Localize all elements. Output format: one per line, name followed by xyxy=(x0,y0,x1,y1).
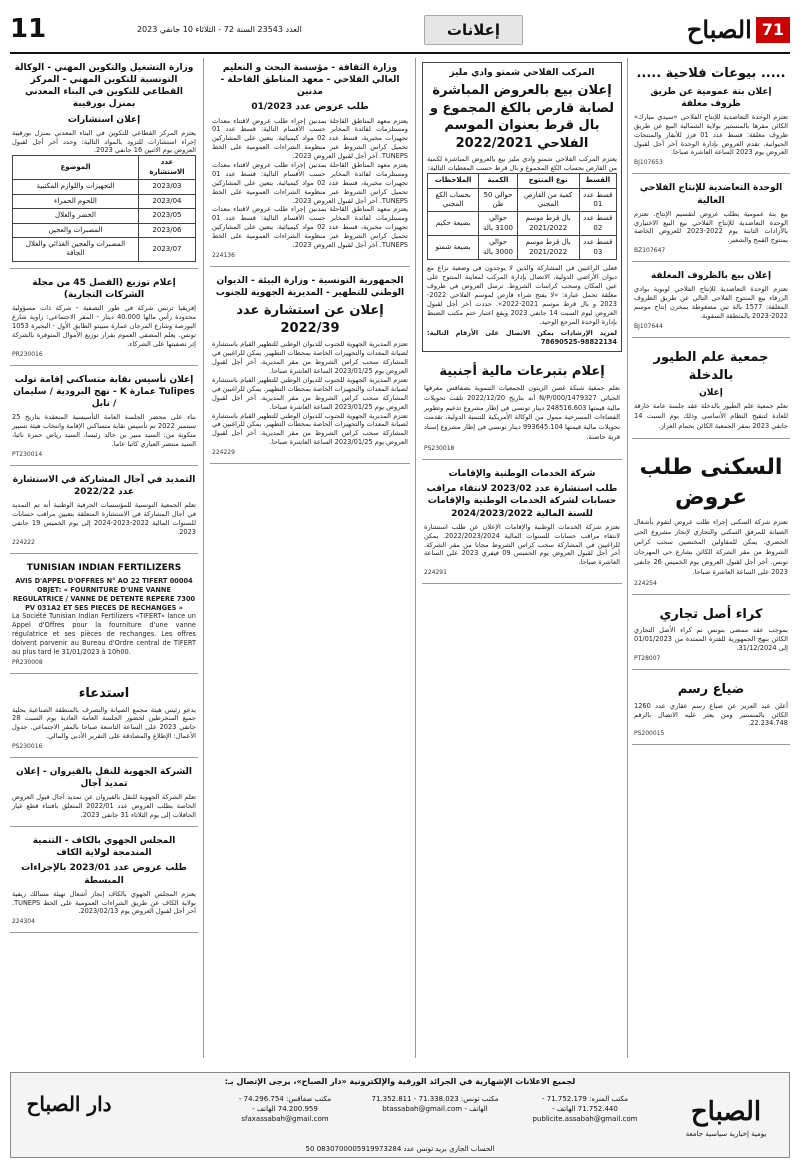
column-1 xyxy=(632,58,790,749)
ad-body: يعتزم معهد المناطق القاحلة بمدنين إجراء طلب عروض لاقتناء معدات ومستلزمات لفائدة المخابر حسب الأقسام التالية: قسط عدد 01 تجهيزات مخبرية، قسط عدد 02 مواد كيميائية. يتعين على المشاركين تحميل كراس الشروط عبر منظومة الشراءات العمومية على الخط TUNEPS. آخر أجل لقبول العروض 2023. xyxy=(212,205,408,250)
ad-heading: إعلان عن استشارة عدد 2022/39 xyxy=(236,303,384,336)
ad-body: يعتزم المجلس الجهوي بالكاف إنجاز أشغال تهيئة مسالك ريفية بولاية الكاف عن طريق الشراءات العمومية على الخط TUNEPS. آخر أجل لقبول العروض يوم 2023/02/13. xyxy=(12,889,196,916)
table-cell: بضيعة حكيم xyxy=(428,212,479,236)
ad-body: تعلم الشركة الجهوية للنقل بالقيروان عن تمديد آجال قبول العروض الخاصة بطلب العروض عدد 2022/01 المتعلق باقتناء قطع غيار الحافلات إلى يوم الثلاثاء 31 جانفي 2023. xyxy=(12,793,196,820)
ad-sanitation xyxy=(210,271,410,464)
table-header-row xyxy=(13,156,196,180)
table-body xyxy=(13,180,196,262)
ad-title: TUNISIAN INDIAN FERTILIZERS xyxy=(26,562,182,573)
ad-subtitle: AVIS D'APPEL D'OFFRES N° AO 22 TIFERT 00004 OBJET: « FOURNITURE D'UNE VANNE REGULATRICE / VANNE DE DETENTE REPERE 7300 PV 031A2 ET SES PIECES DE RECHANGES » xyxy=(12,576,196,612)
table-cell: بحساب الكغ المجني xyxy=(428,188,479,212)
ad-agri-complex xyxy=(422,62,622,352)
ad-agricultural-sales xyxy=(632,58,790,174)
table-cell: بضيعة شمتو xyxy=(428,236,479,260)
column-divider xyxy=(415,58,416,1058)
ad-title: إعلان بيع بالظروف المغلقة xyxy=(650,271,772,282)
ad-title: المجلس الجهوي بالكاف - التنمية المندمجة لولاية الكاف xyxy=(32,836,176,859)
table-row xyxy=(428,236,617,260)
table-row xyxy=(13,180,196,194)
ad-housing-tender xyxy=(632,443,790,595)
ad-sealed-sale xyxy=(632,266,790,338)
table-cell: المصبرات والعجين الغذائي والغلال الجافة xyxy=(13,238,139,262)
ad-ref: 224304 xyxy=(12,918,35,926)
ad-title: الشركة الجهوية للنقل بالقيروان - إعلان تمديد آجال xyxy=(16,767,192,790)
footer-logo-left xyxy=(19,1091,119,1118)
ad-ref: PT230014 xyxy=(12,450,43,458)
footer-headline: لجميع الاعلانات الإشهارية في الجرائد الورقية والإلكترونية «دار الصباح»، يرجى الإتصال بـ: xyxy=(224,1077,576,1086)
ad-title: جمعية علم الطيور بالدخلة xyxy=(653,350,769,383)
ad-body: تعتزم المديرية الجهوية للجنوب للديوان الوطني للتطهير القيام باستشارة لصيانة المعدات والتجهيزات الخاصة بمحطات التطهير. يمكن للراغبين في المشاركة سحب كراس الشروط من مقر المديرية. آخر أجل لقبول العروض يوم 2023/01/25 الساعة العاشرة صباحا. xyxy=(211,340,408,376)
ad-lost-deed xyxy=(632,674,790,745)
ad-title: ضياع رسم xyxy=(677,682,745,698)
table-header-cell: عدد الاستشارة xyxy=(138,156,195,180)
ad-body: بيع بتة عمومية بطلب عروض لتقسيم الإنتاج. تعتزم الوحدة التعاضدية للإنتاج الفلاحي بيع البيع الاختياري بالأزادات الثابتة يوم 2022-2023 للعروض الخاصة بمنتوج القمح والشعير. xyxy=(634,209,788,245)
ad-extension xyxy=(10,470,198,554)
consultations-table xyxy=(12,155,196,262)
ad-heading: إعلان استشارات xyxy=(67,114,141,125)
table-cell: 2023/07 xyxy=(138,238,195,262)
table-cell: بال قرط موسم 2021/2022 xyxy=(517,212,579,236)
ad-title: كراء أصل تجاري xyxy=(659,606,763,622)
ad-heading: إعلان xyxy=(699,388,723,399)
table-header-cell: القسط xyxy=(579,174,616,188)
ad-subtitle: إعلان بتة عمومية عن طريق ظروف مغلقة xyxy=(650,86,772,109)
ad-title: شركة الخدمات الوطنية والإقامات xyxy=(448,469,596,480)
section-title: إعلانات xyxy=(424,15,523,45)
ad-ref: 224254 xyxy=(634,579,657,587)
ad-title: الوحدة التعاضدية للإنتاج الفلاحي العالية xyxy=(639,183,783,206)
ad-transport-kairouan xyxy=(10,762,198,827)
ad-arid-regions xyxy=(210,58,410,267)
column-divider xyxy=(627,58,628,1058)
footer-banner xyxy=(10,1072,790,1158)
ad-body: تعتزم المديرية الجهوية للجنوب للديوان الوطني للتطهير القيام باستشارة لصيانة المعدات والتجهيزات الخاصة بمحطات التطهير. يمكن للراغبين في المشاركة سحب كراس الشروط من مقر المديرية. آخر أجل لقبول العروض يوم 2023/01/25 الساعة العاشرة صباحا. xyxy=(211,375,408,411)
header-rule xyxy=(10,52,790,54)
table-cell: الخضر والغلال xyxy=(13,209,139,223)
ad-ref: BZ107647 xyxy=(634,247,666,255)
ad-title: وزارة التشغيل والتكوين المهني - الوكالة التونسية للتكوين المهني - المركز القطاعي للتكوين في البناء المعدني بمنزل بورقيبة xyxy=(14,63,194,110)
logo-badge: 71 xyxy=(756,17,790,43)
ad-syndicate xyxy=(10,370,198,466)
table-row xyxy=(428,212,617,236)
footer-logo-name: دار الصباح xyxy=(26,1092,112,1116)
table-cell: 2023/06 xyxy=(138,223,195,237)
ad-intro: يعتزم المركب الفلاحي شمتو وادي مليز بيع بالعروض المباشرة لكمية من القارص بحساب الكغ المجموع و بال قرط حسب المعطيات التالية: xyxy=(427,155,617,173)
ad-body: بناء على محضر الجلسة العامة التأسيسية المنعقدة بتاريخ 25 سبتمبر 2022 تم تأسيس نقابة متساكني الإقامة وانتخاب هيئة تسيير متكونة من: السيد منير بن خالد رئيسا، السيد رياض حمزة نائبا، السيد منتصر العياري كاتبا عاما. xyxy=(12,413,196,448)
table-row xyxy=(13,209,196,223)
column-3 xyxy=(210,58,410,468)
issue-info: العدد 23543 السنة 72 - الثلاثاء 10 جانفي 2023 xyxy=(136,24,302,34)
ad-title: إعلام بتبرعات مالية أجنبية xyxy=(439,364,605,380)
ad-ref: PS230018 xyxy=(424,445,455,453)
ad-heading: إعلان بيع بالعروض المباشرة لصابة قارص بالكغ المجموع و بال قرط بعنوان الموسم الفلاحي 2022/2021 xyxy=(429,83,615,151)
lots-table xyxy=(427,173,617,260)
table-header-cell: الكمية xyxy=(479,174,517,188)
table-cell: حوالي 3000 بالة xyxy=(479,236,517,260)
office-tunis: مكتب تونس: 71.338.023 - 71.352.811 الهاتف - btassabah@gmail.com xyxy=(371,1095,499,1113)
ad-ref: PS230016 xyxy=(12,743,43,751)
footer-logo-right xyxy=(671,1095,781,1140)
footer-logo-name: الصباح xyxy=(690,1097,762,1127)
ad-title: السكنى طلب عروض xyxy=(639,455,783,510)
table-cell: اللحوم الحمراء xyxy=(13,194,139,208)
column-4 xyxy=(10,58,198,937)
ad-title: إعلام توزيع (الفصل 45 من مجلة الشركات التجارية) xyxy=(32,277,176,301)
page-number: 11 xyxy=(10,14,47,45)
ad-ref: PS200015 xyxy=(634,730,665,738)
ad-phone: لمزيد الإرشادات يمكن الاتصال على الأرقام التالية: 98822134-78690525 xyxy=(427,329,617,347)
ad-body: تعتزم شركة السكنى إجراء طلب عروض لتقوم بأشغال الصيانة للمرفق السكني والتجاري لإنجاز مشروع الحي الحضري. يمكن للمقاولين المختصين سحب كراس الشروط من مقر الشركة الكائن بشارع حي المهرجان تونس. آخر أجل لقبول العروض يوم الخميس 26 جانفي 2023 على الساعة العاشرة صباحا. xyxy=(634,518,788,576)
ad-distribution-notice xyxy=(10,273,198,366)
table-cell: حوالي 50 طن xyxy=(479,188,517,212)
ad-ref: 224229 xyxy=(212,449,235,457)
ad-ref: BJ107644 xyxy=(634,323,663,331)
footer-account: الحساب الجاري بريد تونس عدد 0830700005919973284 50 xyxy=(305,1144,495,1153)
ad-body: أعلن عبد العزيز عن ضياع رسم عقاري عدد 1260 الكائن بالمنستير ومن يعثر عليه الاتصال بالرقم 22.234.748. xyxy=(634,701,788,728)
ad-ref: PT28007 xyxy=(634,655,661,663)
table-body xyxy=(428,188,617,260)
ad-title: المركب الفلاحي شمتو وادي مليز xyxy=(449,68,595,78)
ad-title: ..... بيوعات فلاحية ..... xyxy=(636,66,786,81)
table-cell: بال قرط موسم 2021/2022 xyxy=(517,236,579,260)
ad-body: تعلم جمعية شبكة غصن الزيتون للجمعيات التنموية بصفاقس معرفها الجبائي 1479327/N/P/000 أنه بتاريخ 2022/12/20 تلقت تحويلات مالية قيمتها 248516.603 دينار تونسي في إطار مشروع تدعيم وتطوير الفضاءات المسرحية ممول من الوكالة الأمريكية للتنمية الدولية، تقدمت تحويلات مالية قيمتها 993645.104 دينار تونسي في إطار مشروع إسناد قرية حاضنة. xyxy=(424,383,620,442)
ad-body: La Société Tunisian Indian Fertilizers «TIFERT» lance un Appel d'Offres pour la fourniture d'une vanne régulatrice et ses pièces de rechanges. Les offres doivent parvenir au Bureau d'Ordre central de TIFERT au plus tard le 31/01/2023 à 10h00. xyxy=(12,612,196,656)
ad-title: وزارة الثقافة - مؤسسة البحث و التعليم العالي الفلاحي - معهد المناطق القاحلة - مدنين xyxy=(220,63,400,98)
column-2 xyxy=(422,58,622,588)
ad-ref: PR230008 xyxy=(12,658,43,666)
office-menzah: مكتب المنزه: 71.752.179 - 71.752.440 الهاتف - publicite.assabah@gmail.com xyxy=(532,1095,638,1123)
table-cell: المصبرات والعجين xyxy=(13,223,139,237)
ad-body: يعتزم معهد المناطق القاحلة بمدنين إجراء طلب عروض لاقتناء معدات ومستلزمات لفائدة المخابر حسب الأقسام التالية: قسط عدد 01 تجهيزات مخبرية، قسط عدد 02 مواد كيميائية. يتعين على المشاركين تحميل كراس الشروط عبر منظومة الشراءات العمومية على الخط TUNEPS. آخر أجل لقبول العروض 2023. xyxy=(212,161,408,205)
ad-body: إفريقيا ترنس شركة في طور التصفية - شركة ذات مسؤولية محدودة رأس مالها 40.000 دينار - المقر الاجتماعي: زاوية شارع البورصة وشارع المرجان عمارة سيبتو الطابق الأول - البحيرة 1053 تونس. يعلم المصفي العموم بقرار توزيع الأموال المتوفرة بالشركة إثر تصفيتها على الشركاء. xyxy=(12,304,196,348)
footer-tagline: يومية إخبارية سياسية جامعة xyxy=(685,1130,767,1139)
table-cell: التجهيزات واللوازم المكتبية xyxy=(13,180,139,194)
office-sfax: مكتب صفاقس: 74.296.754 - 74.200.959 الهاتف - sfaxassabah@gmail.com xyxy=(238,1095,332,1123)
ad-body: فعلى الراغبين في المشاركة والذين لا يوجدون في وضعية نزاع مع ديوان الأراضي الدولية، الاتصال بإدارة المركب لمعاينة المنتوج على عين المكان وسحب كراسات الشروط. ترسل العروض في ظروف مغلقة تحمل عبارة: «لا يفتح شراء قارص لموسم الفلاحي 2022-2023 و بال قرط موسم 2021-2022». حددت آخر أجل لقبول العروض ليوم السبت 14 جانفي 2023 ويقع اعتبار ختم مكتب الضبط بإدارة الوحدة المرجع الوحيد. xyxy=(427,264,618,326)
table-row xyxy=(13,223,196,237)
column-divider xyxy=(203,58,204,1058)
ad-body: يدعو رئيس هيئة مجمع الصيانة والتصرف بالمنطقة الصناعية بحلية جميع المنخرطين لحضور الجلسة العامة العادية يوم السبت 28 جانفي 2023 على الساعة التاسعة صباحا بالمقر الاجتماعي. جدول الأعمال: الإطلاع والمصادقة على التقرير الأدبي والمالي. xyxy=(12,705,196,741)
table-row xyxy=(13,194,196,208)
ad-ref: 224291 xyxy=(424,569,447,577)
table-header-cell: الموضوع xyxy=(13,156,139,180)
table-cell: قسط عدد 03 xyxy=(579,236,616,260)
table-cell: 2023/03 xyxy=(138,180,195,194)
table-row xyxy=(428,188,617,212)
table-row xyxy=(13,238,196,262)
table-cell: 2023/04 xyxy=(138,194,195,208)
ad-title: الجمهورية التونسية - وزارة البيئة - الديوان الوطني للتطهير - المديرية الجهوية للجنوب xyxy=(215,276,405,299)
ad-cooperative xyxy=(632,178,790,262)
table-cell: قسط عدد 02 xyxy=(579,212,616,236)
ad-body: تعتزم الوحدة التعاضدية للإنتاج الفلاحي «سيدي مبارك» الكائن مقرها بالمنستير بولاية الشمالية البيع عن طريق ظروف مغلقة: قسط عدد 01 فرز للأبقار والمنتجات الحيوانية. تقدم العروض بإدارة الوحدة آخر أجل لقبول العروض يوم 2023 الساعة العاشرة صباحا. xyxy=(634,112,789,157)
ad-convocation xyxy=(10,678,198,758)
ad-ref: 224136 xyxy=(212,251,235,259)
table-header-row xyxy=(428,174,617,188)
ad-title: التمديد في آجال المشاركة في الاستشارة عدد 2022/22 xyxy=(12,474,196,497)
ad-tifert xyxy=(10,558,198,674)
table-cell: حوالي 3100 بالة xyxy=(479,212,517,236)
table-cell: 2023/05 xyxy=(138,209,195,223)
masthead-logo[interactable] xyxy=(610,14,790,46)
ad-body: تعلم جمعية علم الطيور بالدخلة عقد جلسة عامة خارقة للعادة لتنقيح النظام الأساسي وذلك يوم السبت 14 جانفي 2023 بمقر الجمعية الكائن بحمام الغزاز. xyxy=(634,402,788,431)
ad-heading: طلب عروض عدد 2023/01 بالإجراءات المبسطة xyxy=(21,863,187,886)
ad-kef-council xyxy=(10,831,198,933)
ad-heading: طلب استشارة عدد 2023/02 لانتقاء مراقب حسابات لشركة الخدمات الوطنية والإقامات للسنة المالية 2024/2023/2022 xyxy=(426,484,618,519)
ad-body: يعتزم المركز القطاعي للتكوين في البناء المعدني بمنزل بورقيبة إجراء استشارات للتزود بالمواد التالية: وحدد آخر أجل لقبول العروض يوم الاثنين 16 جانفي 2023. xyxy=(12,128,196,155)
ad-national-services xyxy=(422,464,622,584)
ad-title: إعلان تأسيس نقابة متساكني إقامة تولب Tulipes عمارة K - نهج البرودية / سليمان / نابل xyxy=(13,374,195,409)
ad-body: تعلم الجمعية التونسية للمؤسسات الحرفية الوطنية أنه تم التمديد في آجال المشاركة في الاستشارة المتعلقة بتعيين مراقب حسابات للسنوات المالية 2022-2023-2024 إلى يوم الخميس 19 جانفي 2023. xyxy=(12,501,196,536)
ad-business-lease xyxy=(632,599,790,670)
ad-ref: 224222 xyxy=(12,538,35,546)
table-header-cell: الملاحظات xyxy=(428,174,479,188)
ad-ref: PR230016 xyxy=(12,350,43,358)
ad-body: يعتزم معهد المناطق القاحلة بمدنين إجراء طلب عروض لاقتناء معدات ومستلزمات لفائدة المخابر حسب الأقسام التالية: قسط عدد 01 تجهيزات مخبرية، قسط عدد 02 مواد كيميائية. يتعين على المشاركين تحميل كراس الشروط عبر منظومة الشراءات العمومية على الخط TUNEPS. آخر أجل لقبول العروض 2023. xyxy=(212,116,408,161)
ad-body: تعتزم الوحدة التعاضدية للإنتاج الفلاحي لوبوية بوادي الزرقاء بيع المنتوج الفلاحي التالي عن طريق الظروف المغلقة: 1577 بالة تبن مضغوطة بمخزن إنتاج موسم 2022-2023 بالمنطقة السقوية. xyxy=(634,285,788,321)
table-header-cell: نوع المنتوج xyxy=(517,174,579,188)
ad-vocational-training xyxy=(10,58,198,269)
page-header xyxy=(10,10,790,50)
table-cell: قسط عدد 01 xyxy=(579,188,616,212)
ad-heading: طلب عروض عدد 01/2023 xyxy=(251,102,369,113)
logo-name: الصباح xyxy=(686,14,752,44)
ad-ref: BJ107653 xyxy=(634,159,663,167)
ad-title: استدعاء xyxy=(78,685,130,701)
table-cell: كمية من القارص المجني xyxy=(517,188,579,212)
ad-bird-association xyxy=(632,342,790,439)
ad-body: تعتزم شركة الخدمات الوطنية والإقامات الإعلان عن طلب استشارة لانتقاء مراقب حسابات للسنوات المالية 2022/2023/2024. يمكن للراغبين في المشاركة سحب كراس الشروط مجانا من مقر الشركة. آخر أجل لقبول العروض يوم الخميس 09 فيفري 2023 على الساعة العاشرة صباحا. xyxy=(424,522,621,567)
ad-body: بموجب عقد ممضى بتونس تم كراء الأصل التجاري الكائن بنهج الجمهورية للفترة الممتدة من 01/01/2023 إلى 31/12/2024. xyxy=(634,626,788,653)
ad-body: تعتزم المديرية الجهوية للجنوب للديوان الوطني للتطهير القيام باستشارة لصيانة المعدات والتجهيزات الخاصة بمحطات التطهير. يمكن للراغبين في المشاركة سحب كراس الشروط من مقر المديرية. آخر أجل لقبول العروض يوم 2023/01/25 الساعة العاشرة صباحا. xyxy=(211,411,408,447)
ad-foreign-donations xyxy=(422,356,622,460)
